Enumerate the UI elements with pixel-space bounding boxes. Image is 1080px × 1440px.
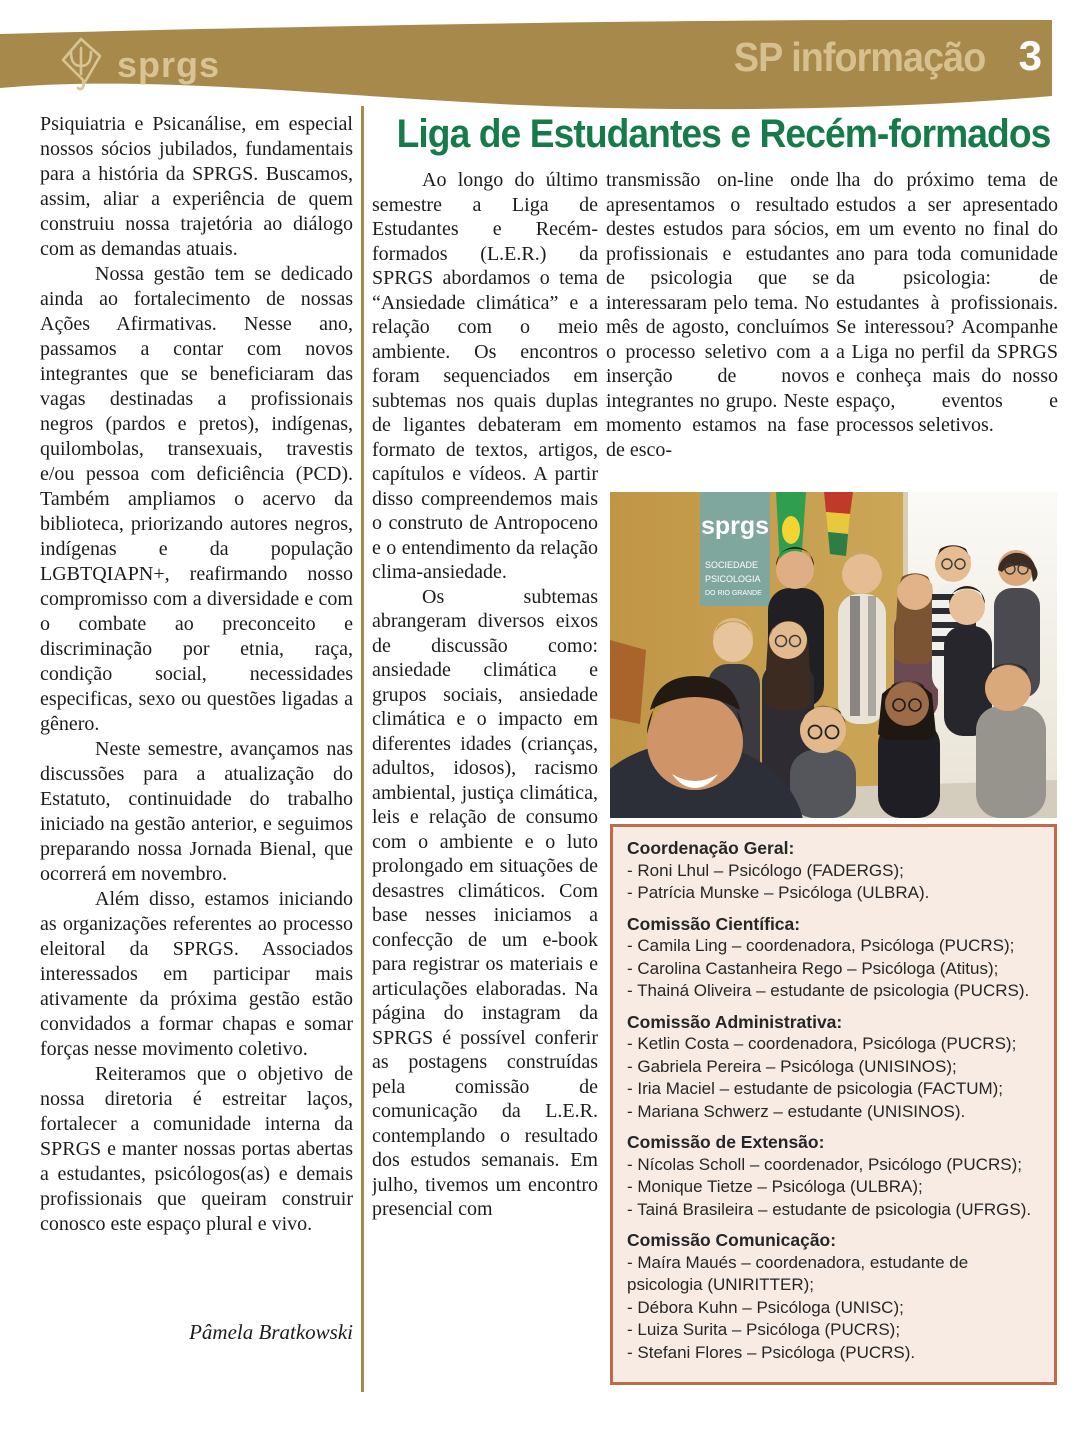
left-article-column: [40, 112, 353, 1307]
left-paragraph: Reiteramos que o objetivo de nossa diretoria é estreitar laços, fortalecer a comunidade interna da SPRGS e manter nossas portas abertas a estudantes, psicólogos(as) e demais profissionais que queiram construir conosco este espaço plural e vivo.: [40, 1063, 353, 1235]
chair: [610, 640, 646, 724]
committee-member: - Gabriela Pereira – Psicóloga (UNISINOS);: [627, 1056, 957, 1076]
committee-member: - Monique Tietze – Psicóloga (ULBRA);: [627, 1177, 923, 1196]
committee-member: - Patrícia Munske – Psicóloga (ULBRA).: [627, 883, 930, 902]
feature-column-1: [372, 168, 598, 1392]
feature-paragraph: lha do próximo tema de estudos a ser apresentado em um evento no final do ano para toda comunidade da psicologia: de estudantes à profissionais. Se interessou? Acompanhe a Liga no perfil da SPRGS e conheça mais do nosso espaço, eventos e processos seletivos.: [836, 169, 1058, 436]
committee-member: - Iria Maciel – estudante de psicologia (FACTUM);: [627, 1079, 1004, 1098]
committee-section: [627, 1131, 1040, 1221]
committee-member: - Nícolas Scholl – coordenador, Psicólogo (PUCRS);: [627, 1154, 1022, 1174]
wall-sign-logo: sprgs: [700, 512, 770, 540]
committee-section: [627, 1229, 1040, 1364]
wall-sign-line: DO RIO GRANDE: [705, 590, 762, 597]
author-signature: Pâmela Bratkowski: [189, 1320, 353, 1344]
person: [878, 681, 940, 818]
committee-section: [627, 1011, 1040, 1124]
masthead-title: SP informação: [733, 34, 985, 80]
feature-headline: Liga de Estudantes e Recém-formados: [396, 112, 1051, 156]
committee-section-title: Comissão de Extensão:: [627, 1132, 825, 1152]
committee-section: [627, 837, 1040, 905]
committee-member: - Roni Lhul – Psicólogo (FADERGS);: [627, 860, 904, 880]
committee-member: - Débora Kuhn – Psicóloga (UNISC);: [627, 1297, 904, 1317]
sprgs-logo: [55, 36, 220, 94]
committee-section-title: Comissão Comunicação:: [627, 1230, 837, 1250]
feature-paragraph: Os subtemas abrangeram diversos eixos de discussão como: ansiedade climática e grupos sociais, ansiedade climática e o impacto em diferentes idades (crianças, adultos, idosos), racismo ambiental, justiça climática, leis e relação de consumo com o ambiente e o luto prolongado em situações de desastres climáticos. Com base nesses iniciamos a confecção de um e-book para registrar os materiais e articulações elaboradas. Na página do instagram da SPRGS é possível conferir as postagens construídas pela comissão de comunicação da L.E.R. contemplando o resultado dos estudos semanais. Em julho, tivemos um encontro presencial com: [372, 585, 598, 1220]
committee-section-title: Comissão Científica:: [627, 913, 801, 934]
left-paragraph: Nossa gestão tem se dedicado ainda ao fortalecimento de nossas Ações Afirmativas. Nesse ano, passamos a contar com novos integrantes que se beneficiaram das vagas destinadas a profissionais negros (pardos e pretos), indígenas, quilombolas, transexuais, travestis e/ou pessoa com deficiência (PCD). Também ampliamos o acervo da biblioteca, priorizando autores negros, indígenas e da população LGBTQIAPN+, reafirmando nosso compromisso com a diversidade e com o combate ao preconceito e discriminação por etnia, raça, condição social, necessidades especificas, sexo ou questões ligadas a gênero.: [40, 263, 353, 735]
committee-section: [627, 913, 1040, 1003]
column-divider: [361, 106, 364, 1392]
committee-box: [610, 824, 1057, 1385]
committee-member: - Luiza Surita – Psicóloga (PUCRS);: [627, 1320, 901, 1339]
feature-paragraph: Ao longo do último semestre a Liga de Estudantes e Recém-formados (L.E.R.) da SPRGS abordamos o tema “Ansiedade climática” e a relação com o meio ambiente. Os encontros foram sequenciados em subtemas nos quais duplas de ligantes debateram em formato de textos, artigos, capítulos e vídeos. A partir disso compreendemos mais o construto de Antropoceno e o entendimento da relação clima-ansiedade.: [372, 169, 598, 583]
left-paragraph: Neste semestre, avançamos nas discussões para a atualização do Estatuto, continuidade do trabalho iniciado na gestão anterior, e seguimos preparando nossa Jornada Bienal, que ocorrerá em novembro.: [40, 738, 353, 885]
group-photo: [610, 492, 1057, 818]
feature-column-2: [606, 168, 829, 488]
committee-member: - Camila Ling – coordenadora, Psicóloga (PUCRS);: [627, 936, 1015, 955]
feature-column-3: [836, 168, 1058, 488]
group-photo-illustration: [610, 492, 1057, 818]
committee-section-title: Comissão Administrativa:: [627, 1011, 843, 1032]
person: [838, 552, 886, 724]
committee-member: - Carolina Castanheira Rego – Psicóloga (Atitus);: [627, 958, 999, 978]
wall-sign-line: PSICOLOGIA: [705, 574, 761, 584]
committee-member: - Thainá Oliveira – estudante de psicologia (PUCRS).: [627, 981, 1030, 1000]
feature-paragraph: transmissão on-line onde apresentamos o resultado destes estudos para sócios, profissionais e estudantes de psicologia que se interessaram pelo tema. No mês de agosto, concluímos o processo seletivo com a inserção de novos integrantes no grupo. Neste momento estamos na fase de esco-: [606, 169, 829, 461]
committee-member: - Tainá Brasileira – estudante de psicologia (UFRGS).: [627, 1199, 1032, 1219]
wall-sign: [700, 492, 770, 606]
committee-member: - Ketlin Costa – coordenadora, Psicóloga (PUCRS);: [627, 1034, 1017, 1053]
sprgs-psi-kite-icon: [55, 36, 107, 94]
committee-member: - Mariana Schwerz – estudante (UNISINOS).: [627, 1101, 966, 1121]
logo-wordmark: sprgs: [117, 44, 221, 85]
wall-sign-line: SOCIEDADE: [705, 560, 759, 570]
left-paragraph: Psiquiatria e Psicanálise, em especial nossos sócios jubilados, fundamentais para a história da SPRGS. Buscamos, assim, aliar a experiência de quem construiu nossa trajetória ao diálogo com as demandas atuais.: [40, 113, 353, 260]
committee-member: - Maíra Maués – coordenadora, estudante de psicologia (UNIRITTER);: [627, 1252, 969, 1294]
page-number: 3: [1018, 32, 1042, 79]
left-paragraph: Além disso, estamos iniciando as organizações referentes ao processo eleitoral da SPRGS. Associados interessados em participar mais ativamente da próxima gestão estão convidados a formar chapas e somar forças nesse movimento coletivo.: [40, 888, 353, 1060]
committee-member: - Stefani Flores – Psicóloga (PUCRS).: [627, 1342, 916, 1362]
committee-section-title: Coordenação Geral:: [627, 838, 795, 858]
